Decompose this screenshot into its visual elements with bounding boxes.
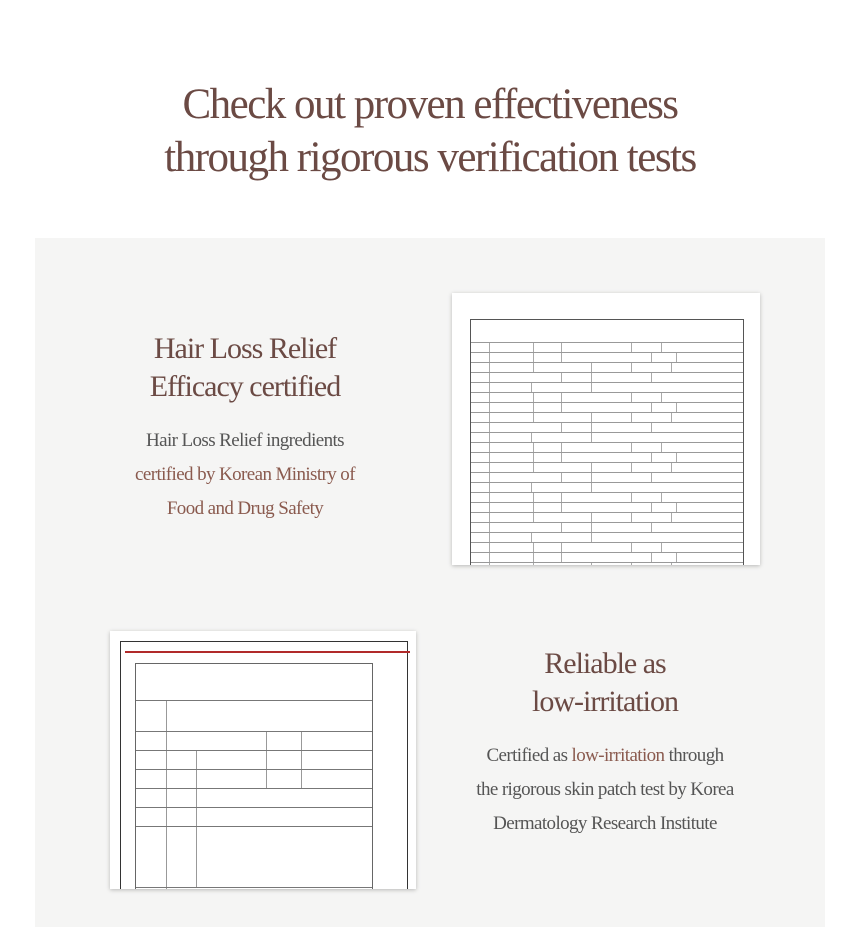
report-table-row (471, 392, 743, 402)
skin-compatibility-assessment-document (110, 631, 416, 889)
feature2-title-line-1: Reliable as (544, 647, 666, 680)
report-table-row (471, 532, 743, 542)
feature1-body-line-1: Hair Loss Relief ingredients (146, 430, 344, 451)
feature2-body (445, 739, 765, 841)
assessment-inner-box (135, 663, 373, 889)
report-table-row (471, 502, 743, 512)
feature2-title-line-2: low-irritation (532, 685, 678, 718)
feature2-body-pre: Certified as (486, 745, 572, 766)
assessment-table-row (136, 769, 372, 788)
feature2-body-line-3: Dermatology Research Institute (493, 813, 717, 834)
report-table-row (471, 402, 743, 412)
headline-line-2: through rigorous verification tests (164, 134, 696, 181)
assessment-table-row (136, 887, 372, 889)
report-table-row (471, 522, 743, 532)
headline (0, 78, 860, 184)
feature2-body-post: through (664, 745, 724, 766)
report-table-row (471, 552, 743, 562)
assessment-table (136, 700, 372, 889)
assessment-table-row (136, 788, 372, 807)
assessment-table-row (136, 731, 372, 750)
feature1-title (95, 330, 395, 406)
feature1-body-line-2: certified by Korean Ministry of (135, 464, 355, 485)
report-table-row (471, 482, 743, 492)
report-frame (470, 319, 744, 565)
assessment-red-rule (125, 651, 410, 653)
report-table-row (471, 512, 743, 522)
feature1-title-line-2: Efficacy certified (149, 370, 341, 403)
report-table (471, 342, 743, 565)
report-table-row (471, 442, 743, 452)
feature1-body (95, 424, 395, 526)
report-table-row (471, 342, 743, 352)
assessment-table-row (136, 826, 372, 887)
report-table-row (471, 372, 743, 382)
report-table-row (471, 492, 743, 502)
report-table-row (471, 472, 743, 482)
report-table-row (471, 542, 743, 552)
feature2-body-highlight: low-irritation (571, 745, 665, 766)
feature1-body-line-3: Food and Drug Safety (166, 498, 324, 519)
certification-report-document (452, 293, 760, 565)
assessment-table-row (136, 750, 372, 769)
report-table-row (471, 412, 743, 422)
feature1-title-line-1: Hair Loss Relief (153, 332, 337, 365)
report-table-row (471, 562, 743, 565)
feature2-body-line-2: the rigorous skin patch test by Korea (476, 779, 734, 800)
report-table-row (471, 362, 743, 372)
report-table-row (471, 422, 743, 432)
assessment-table-row (136, 807, 372, 826)
report-table-row (471, 452, 743, 462)
assessment-table-row (136, 700, 372, 731)
report-table-row (471, 382, 743, 392)
feature2-title (455, 645, 755, 721)
report-table-row (471, 352, 743, 362)
headline-line-1: Check out proven effectiveness (182, 81, 678, 128)
report-table-row (471, 432, 743, 442)
report-table-row (471, 462, 743, 472)
